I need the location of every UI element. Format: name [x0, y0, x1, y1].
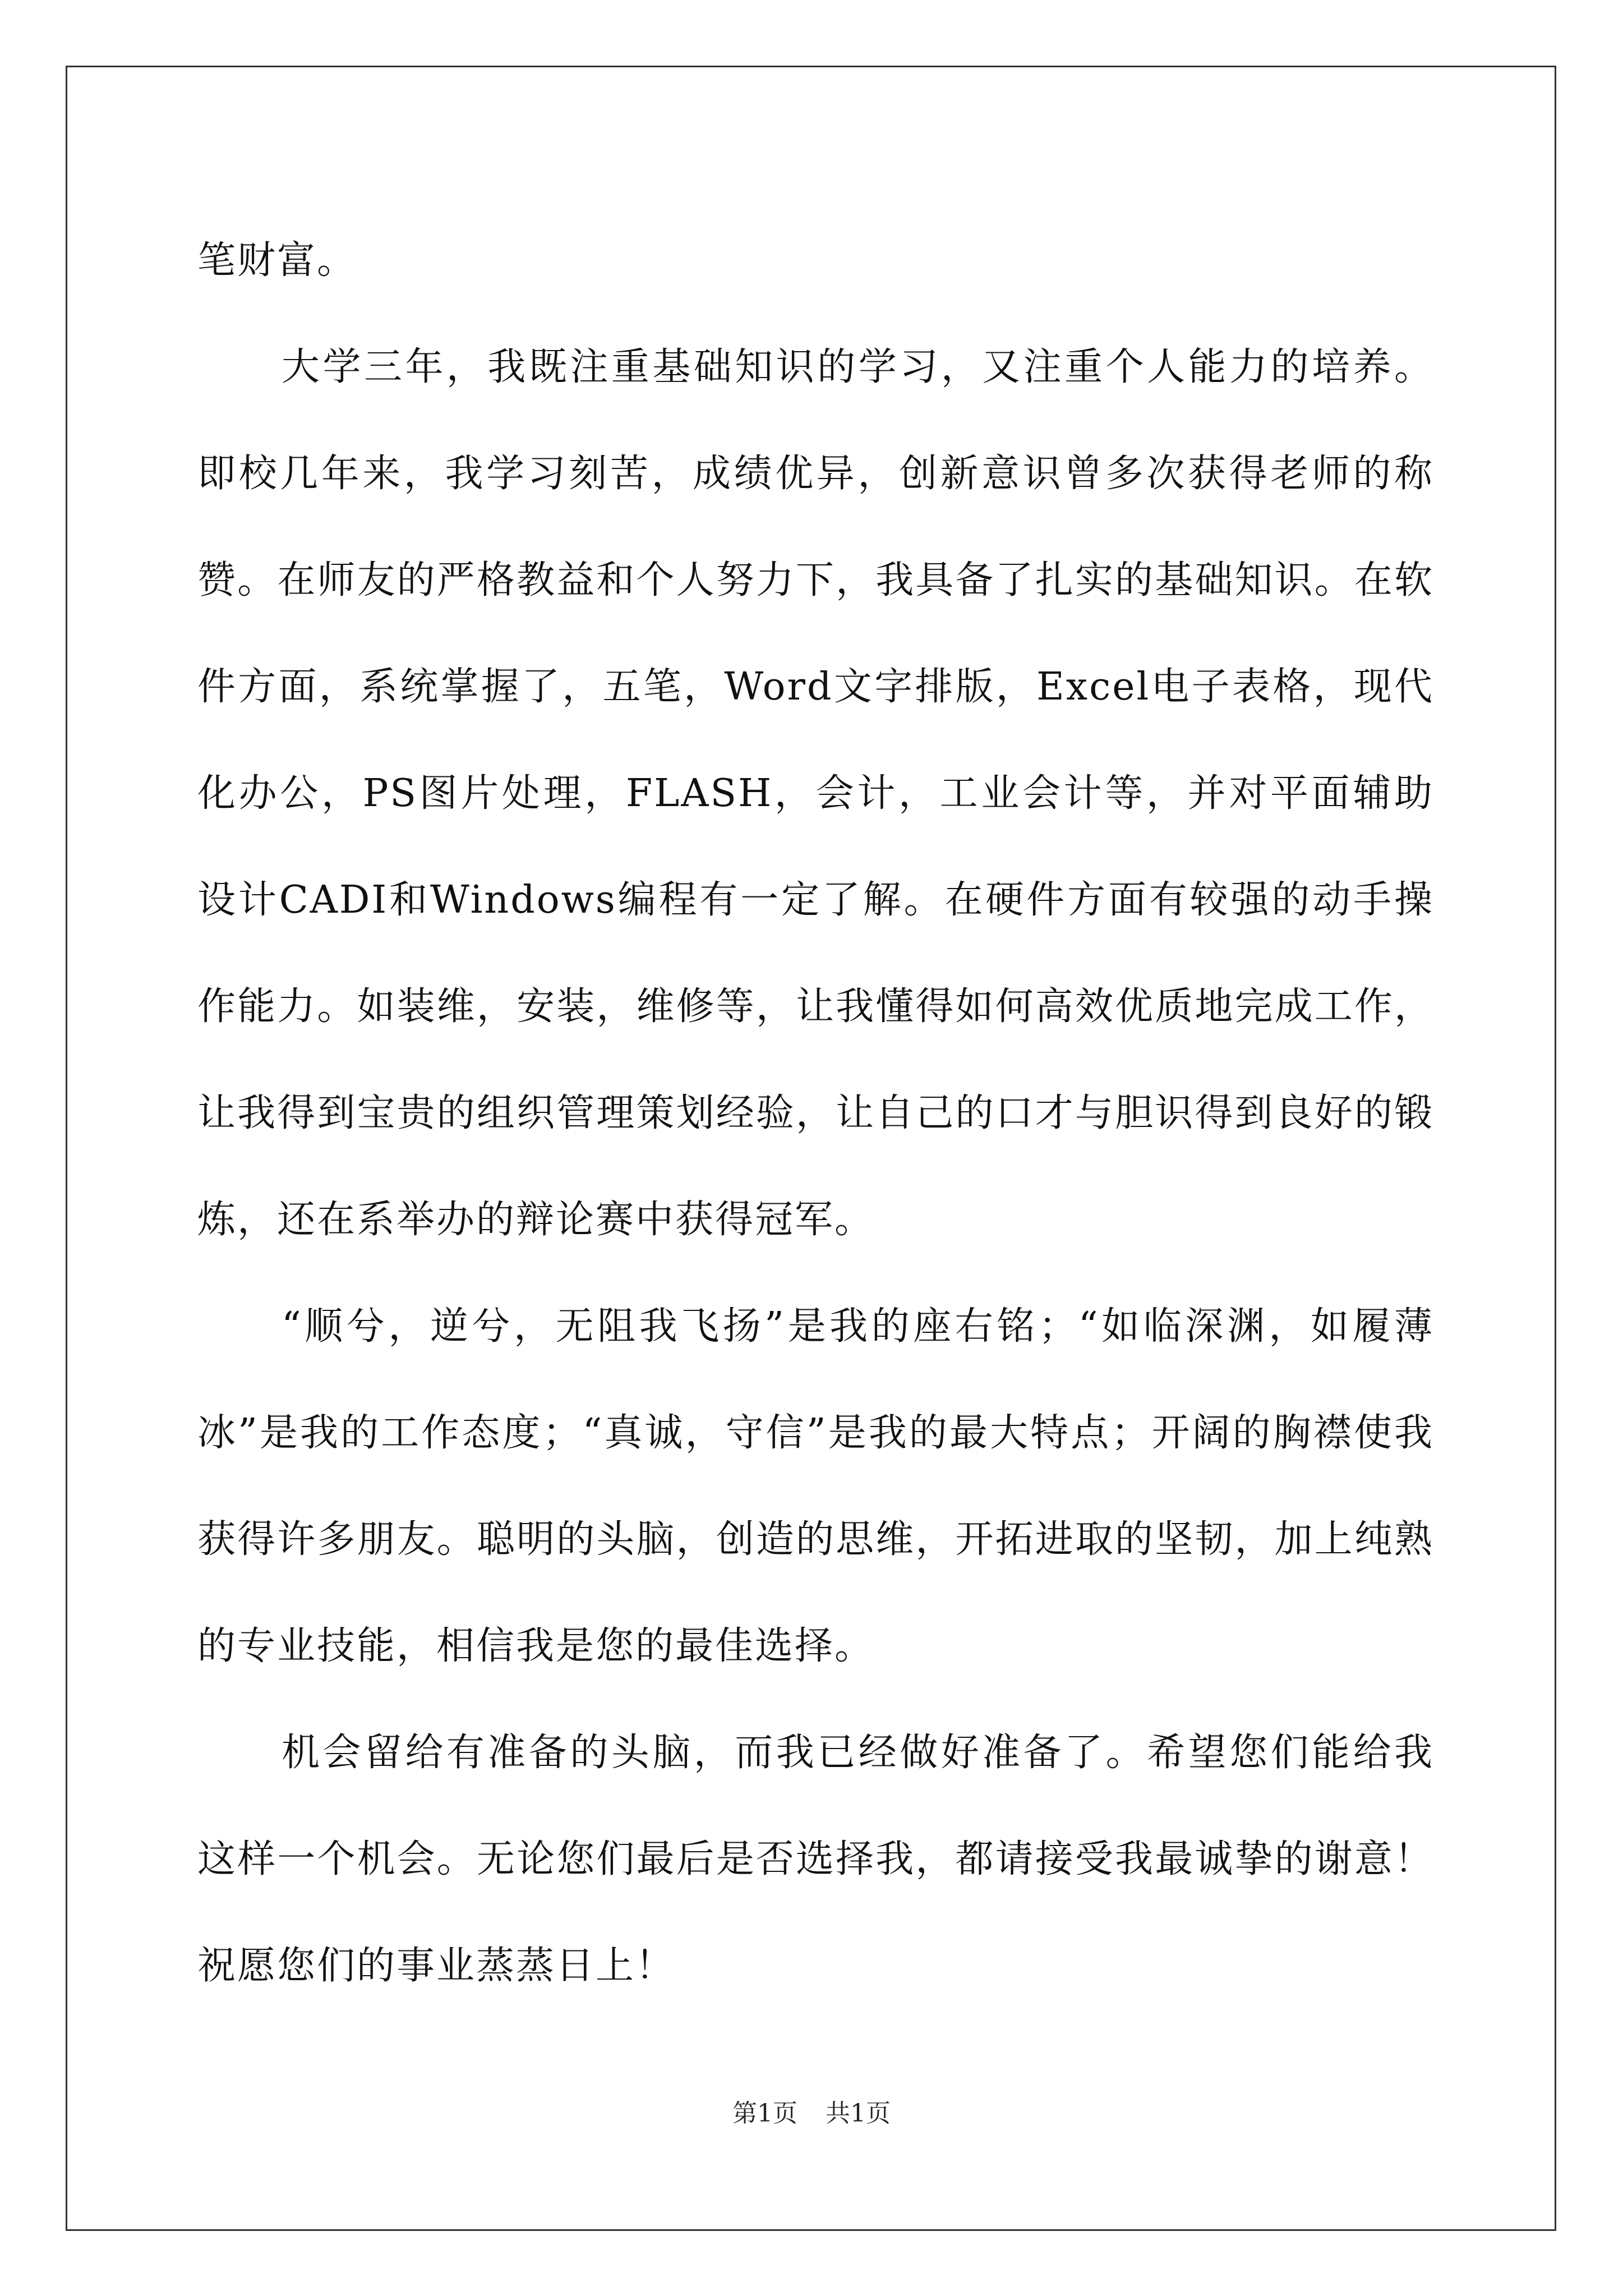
page-number-current: 第1页 — [732, 2099, 797, 2128]
document-body — [197, 208, 1434, 2019]
page-footer — [0, 2097, 1623, 2131]
paragraph-2: 大学三年，我既注重基础知识的学习，又注重个人能力的培养。即校几年来，我学习刻苦，成绩优异，创新意识曾多次获得老师的称赞。在师友的严格教益和个人努力下，我具备了扎实的基础知识。在软件方面，系统掌握了，五笔，Word文字排版，Excel电子表格，现代化办公，PS图片处理，FLASH，会计，工业会计等，并对平面辅助设计CADI和Windows编程有一定了解。在硬件方面有较强的动手操作能力。如装维，安装，维修等，让我懂得如何高效优质地完成工作，让我得到宝贵的组织管理策划经验，让自己的口才与胆识得到良好的锻炼，还在系举办的辩论赛中获得冠军。 — [197, 345, 1434, 1242]
paragraph-3: “顺兮，逆兮，无阻我飞扬”是我的座右铭；“如临深渊，如履薄冰”是我的工作态度；“真诚，守信”是我的最大特点；开阔的胸襟使我获得许多朋友。聪明的头脑，创造的思维，开拓进取的坚韧，加上纯熟的专业技能，相信我是您的最佳选择。 — [197, 1304, 1434, 1668]
paragraph-1: 笔财富。 — [197, 238, 357, 283]
paragraph-4: 机会留给有准备的头脑，而我已经做好准备了。希望您们能给我这样一个机会。无论您们最后是否选择我，都请接受我最诚挚的谢意！祝愿您们的事业蒸蒸日上！ — [197, 1731, 1434, 1988]
page-number-total: 共1页 — [826, 2099, 891, 2128]
